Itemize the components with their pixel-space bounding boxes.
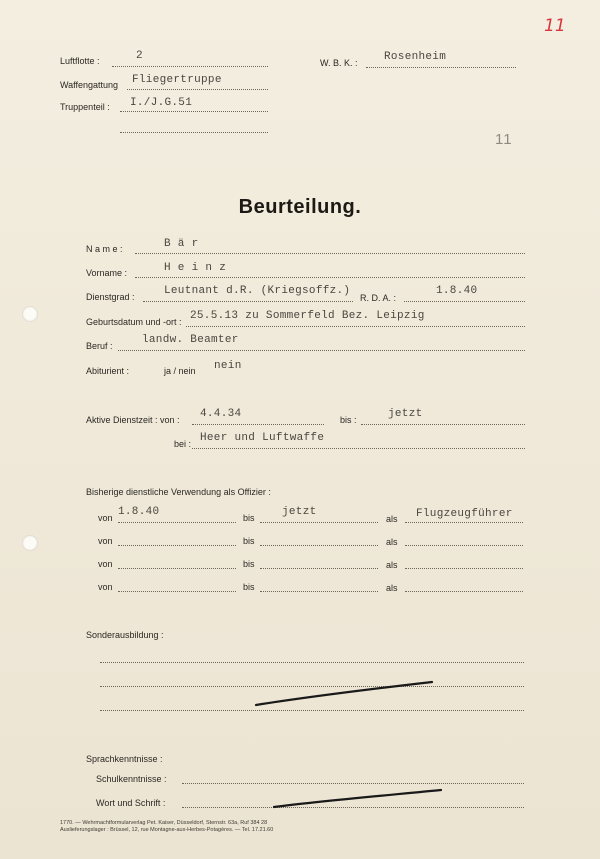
wort-schrift-label: Wort und Schrift : [96, 798, 166, 808]
document-title: Beurteilung. [238, 196, 362, 218]
beruf-label: Beruf : [86, 341, 113, 351]
verwendung-als-label: als [386, 514, 398, 524]
verwendung-von-label: von [98, 513, 113, 523]
verwendung-von-label: von [98, 536, 113, 546]
verwendung-von-value: 1.8.40 [118, 506, 160, 518]
footer-line-2: Auslieferungslager : Brüssel, 12, rue Montagne-aux-Herbes-Potagères. — Tel. 17.21.60 [60, 827, 274, 833]
dienstzeit-bis-label: bis : [340, 415, 357, 425]
dienstgrad-label: Dienstgrad : [86, 292, 135, 302]
luftflotte-label: Luftflotte : [60, 56, 100, 66]
sprachkenntnisse-label: Sprachkenntnisse : [86, 754, 163, 764]
dienstzeit-von-value: 4.4.34 [200, 408, 242, 420]
name-label: N a m e : [86, 244, 123, 254]
vorname-value: H e i n z [164, 262, 227, 274]
dienstgrad-value: Leutnant d.R. (Kriegsoffz.) [164, 285, 351, 297]
waffengattung-label: Waffengattung [60, 80, 119, 90]
verwendung-bis-label: bis [243, 536, 255, 546]
verwendung-als-label: als [386, 583, 398, 593]
pencil-page-mark: 11 [495, 131, 513, 148]
beruf-value: landw. Beamter [142, 334, 239, 346]
truppenteil-value: I./J.G.51 [130, 97, 193, 109]
dienstzeit-bis-value: jetzt [388, 408, 423, 420]
verwendung-als-value: Flugzeugführer [416, 508, 513, 520]
verwendung-heading: Bisherige dienstliche Verwendung als Offizier : [86, 487, 271, 497]
verwendung-bis-label: bis [243, 559, 255, 569]
vorname-label: Vorname : [86, 268, 128, 278]
name-value: B ä r [164, 238, 199, 250]
sonderausbildung-label: Sonderausbildung : [86, 630, 164, 640]
wbk-label: W. B. K. : [320, 58, 358, 68]
truppenteil-label: Truppenteil : [60, 102, 110, 112]
strike-line-sprachkenntnisse [274, 790, 441, 807]
schulkenntnisse-label: Schulkenntnisse : [96, 774, 167, 784]
verwendung-als-label: als [386, 560, 398, 570]
rda-value: 1.8.40 [436, 285, 478, 297]
verwendung-von-label: von [98, 559, 113, 569]
red-page-number: 11 [544, 16, 566, 36]
verwendung-bis-label: bis [243, 582, 255, 592]
abiturient-options: ja / nein [164, 366, 196, 376]
strike-line-sonderausbildung [256, 682, 432, 705]
wbk-value: Rosenheim [384, 51, 447, 63]
geburt-label: Geburtsdatum und -ort : [86, 317, 182, 327]
geburt-value: 25.5.13 zu Sommerfeld Bez. Leipzig [190, 310, 425, 322]
verwendung-bis-value: jetzt [282, 506, 317, 518]
luftflotte-value: 2 [136, 50, 143, 62]
verwendung-als-label: als [386, 537, 398, 547]
dienstzeit-bei-label: bei : [174, 439, 192, 449]
dienstzeit-label: Aktive Dienstzeit : von : [86, 415, 180, 425]
abiturient-label: Abiturient : [86, 366, 130, 376]
dienstzeit-bei-value: Heer und Luftwaffe [200, 432, 325, 444]
footer-line-1: 1770. — Wehrmachtformularverlag Pet. Kaiser, Düsseldorf, Sternstr. 63a, Ruf 384 28 [60, 820, 268, 826]
waffengattung-value: Fliegertruppe [132, 74, 222, 86]
verwendung-von-label: von [98, 582, 113, 592]
abiturient-value: nein [214, 360, 242, 372]
verwendung-bis-label: bis [243, 513, 255, 523]
rda-label: R. D. A. : [360, 293, 397, 303]
